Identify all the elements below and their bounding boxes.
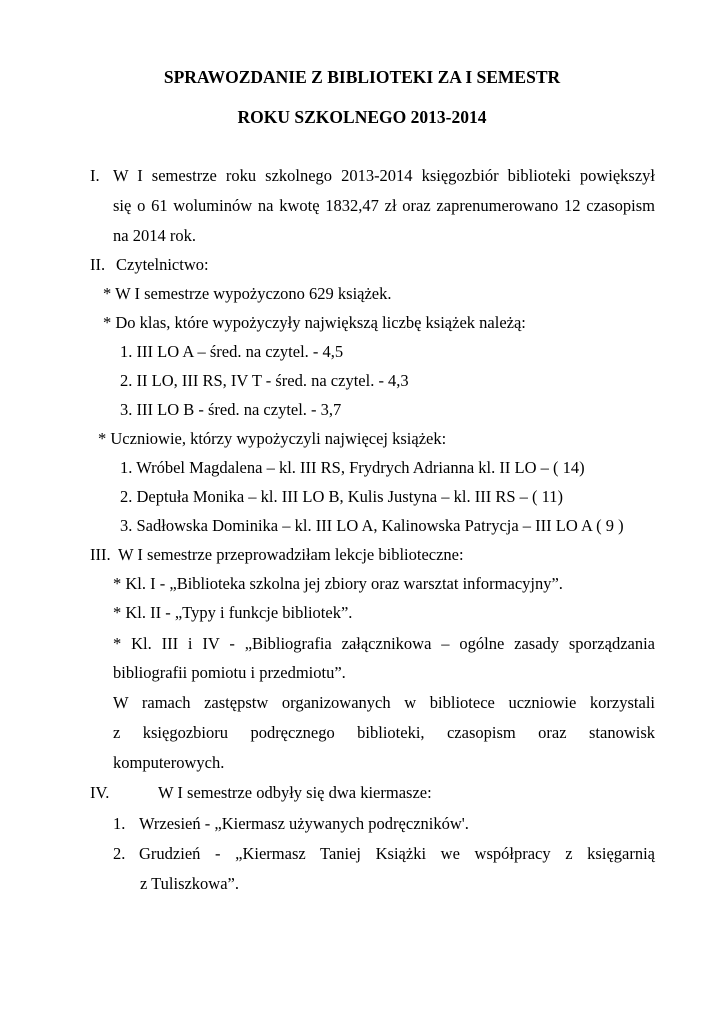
student-item: 3. Sadłowska Dominika – kl. III LO A, Kalinowska Patrycja – III LO A ( 9 ) xyxy=(120,516,624,535)
lesson-item: * Kl. II - „Typy i funkcje bibliotek”. xyxy=(113,603,353,622)
section-2-heading: Czytelnictwo: xyxy=(116,255,209,274)
students-heading: * Uczniowie, którzy wypożyczyli najwięcej książek: xyxy=(98,429,447,448)
fair-2-continuation: z Tuliszkowa”. xyxy=(140,874,239,893)
substitution-paragraph-line-1: W ramach zastępstw organizowanych w bibliotece uczniowie korzystali xyxy=(113,693,655,712)
section-3-heading: W I semestrze przeprowadziłam lekcje biblioteczne: xyxy=(118,545,464,564)
class-item: 3. III LO B - śred. na czytel. - 3,7 xyxy=(120,400,342,419)
section-1-line-3: na 2014 rok. xyxy=(113,226,196,245)
borrowed-count: * W I semestrze wypożyczono 629 książek. xyxy=(103,284,392,303)
report-title-line-1: SPRAWOZDANIE Z BIBLIOTEKI ZA I SEMESTR xyxy=(163,67,561,87)
section-3-label: III. xyxy=(90,545,111,564)
substitution-paragraph-line-3: komputerowych. xyxy=(113,753,225,772)
section-2-label: II. xyxy=(90,255,106,274)
fair-item-number: 2. xyxy=(113,844,126,863)
classes-heading: * Do klas, które wypożyczyły największą liczbę książek należą: xyxy=(103,313,526,332)
section-1-label: I. xyxy=(90,166,100,185)
fair-item-number: 1. xyxy=(113,814,126,833)
lesson-item: * Kl. I - „Biblioteka szkolna jej zbiory oraz warsztat informacyjny”. xyxy=(113,574,563,593)
report-title-line-2: ROKU SZKOLNEGO 2013-2014 xyxy=(237,107,487,127)
class-item: 1. III LO A – śred. na czytel. - 4,5 xyxy=(120,342,344,361)
substitution-paragraph-line-2: z księgozbioru podręcznego biblioteki, czasopism oraz stanowisk xyxy=(113,723,655,742)
section-1-line-2: się o 61 woluminów na kwotę 1832,47 zł oraz zaprenumerowano 12 czasopism xyxy=(113,196,655,215)
section-4-heading: W I semestrze odbyły się dwa kiermasze: xyxy=(158,783,432,802)
section-1-line-1: W I semestrze roku szkolnego 2013-2014 księgozbiór biblioteki powiększył xyxy=(113,166,655,185)
student-item: 2. Deptuła Monika – kl. III LO B, Kulis Justyna – kl. III RS – ( 11) xyxy=(120,487,564,506)
fair-item-text: Grudzień - „Kiermasz Taniej Książki we współpracy z księgarnią xyxy=(139,844,655,863)
class-item: 2. II LO, III RS, IV T - śred. na czytel. - 4,3 xyxy=(120,371,409,390)
lesson-3-continuation: bibliografii pomiotu i przedmiotu”. xyxy=(113,663,346,682)
fair-item-text: Wrzesień - „Kiermasz używanych podręczników'. xyxy=(139,814,469,833)
student-item: 1. Wróbel Magdalena – kl. III RS, Frydrych Adrianna kl. II LO – ( 14) xyxy=(120,458,585,477)
lesson-item: * Kl. III i IV - „Bibliografia załącznikowa – ogólne zasady sporządzania xyxy=(113,634,655,653)
section-4-label: IV. xyxy=(90,783,110,802)
